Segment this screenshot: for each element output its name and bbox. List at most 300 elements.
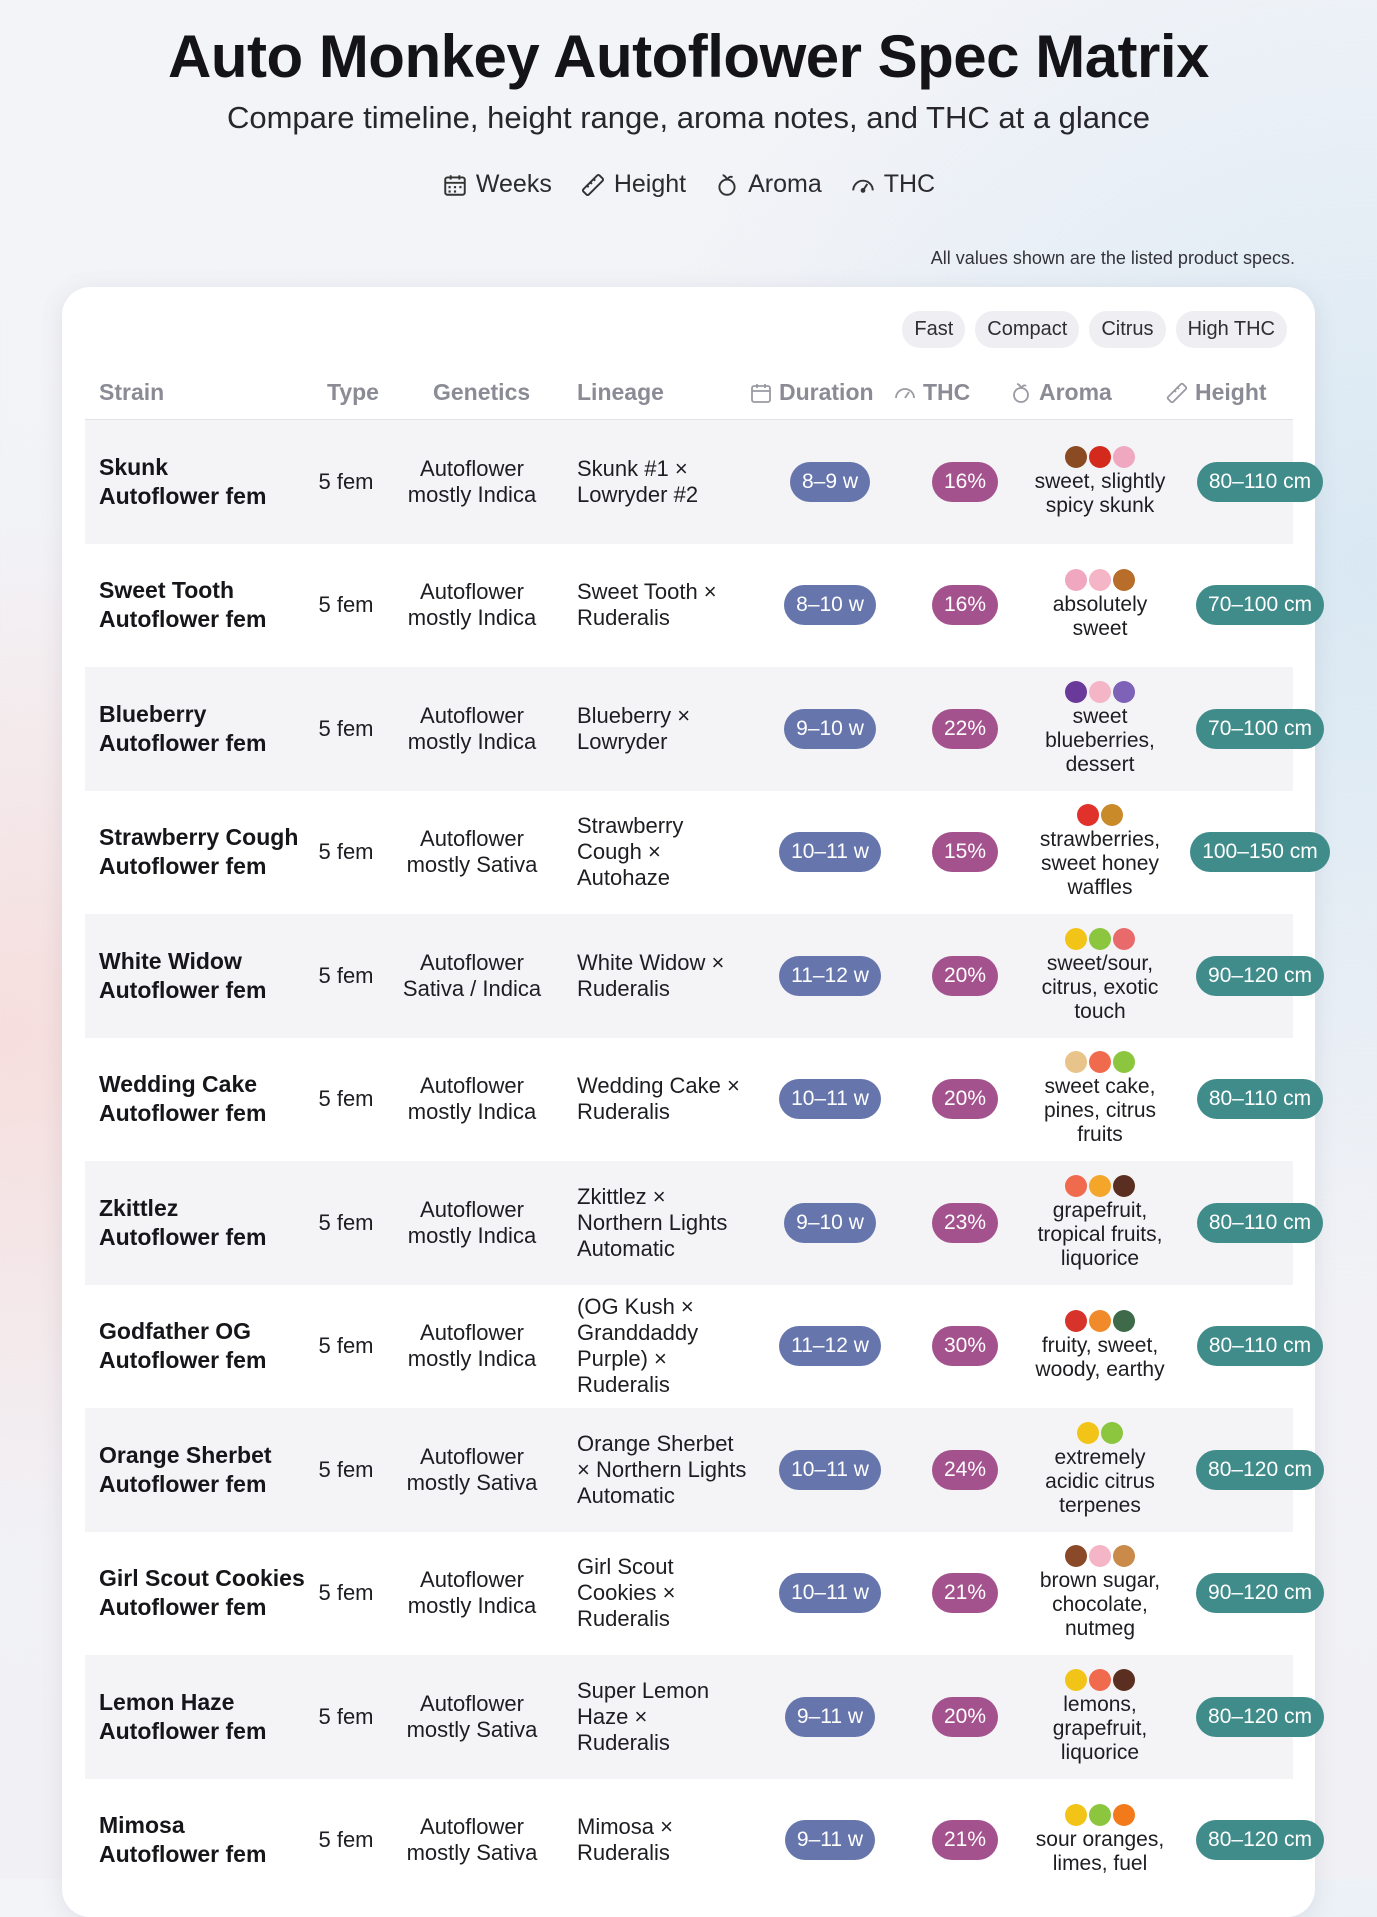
strain-name-line: Sweet Tooth [99, 577, 235, 604]
aroma-line: liquorice [1060, 1740, 1140, 1764]
aroma-cell [1015, 1161, 1185, 1285]
strain-name [99, 667, 309, 791]
table-row [85, 1038, 1312, 1162]
col-label: Aroma [1039, 379, 1112, 405]
lime-icon [1089, 928, 1111, 950]
col-label: Height [1195, 379, 1267, 405]
lineage-line: Ruderalis [577, 1372, 670, 1398]
filter-chips [902, 311, 1287, 348]
melon-icon [1113, 928, 1135, 950]
aroma-cell [1015, 791, 1185, 915]
aroma-line: sweet honey [1041, 852, 1159, 876]
strain-genetics [397, 1285, 547, 1409]
table-row [85, 420, 1312, 544]
col-type[interactable] [327, 379, 379, 406]
aroma-cell [1015, 1532, 1185, 1656]
col-height[interactable] [1165, 379, 1267, 406]
legend-item-aroma [714, 170, 822, 199]
strain-name-line: Girl Scout Cookies [99, 1565, 305, 1592]
genetics-line: Sativa / Indica [402, 975, 542, 1001]
legend-label: Weeks [475, 170, 552, 198]
lineage-line: Automatic [577, 1235, 675, 1261]
strain-name-line: Autoflower fem [99, 853, 267, 880]
strain-lineage [577, 1779, 757, 1903]
aroma-line: sweet cake, [1044, 1075, 1156, 1099]
height-badge: 80–120 cm [1196, 1450, 1324, 1490]
spec-table-card [62, 287, 1318, 1917]
lineage-line: (OG Kush × [577, 1294, 694, 1320]
thc-badge: 20% [932, 956, 998, 996]
strain-name-line: Autoflower fem [99, 1841, 267, 1868]
legend-item-height [580, 170, 686, 199]
strain-lineage [577, 1161, 757, 1285]
aroma-line: liquorice [1060, 1246, 1140, 1270]
height-badge: 90–120 cm [1196, 956, 1324, 996]
col-thc[interactable] [893, 379, 970, 406]
col-strain[interactable] [99, 379, 164, 406]
thc-cell [915, 1779, 1015, 1903]
col-label: Strain [99, 379, 165, 405]
cinnamon-icon [1065, 1545, 1087, 1567]
duration-badge: 10–11 w [779, 1573, 881, 1613]
strain-lineage [577, 791, 757, 915]
aroma-line: lemons, [1063, 1692, 1137, 1716]
height-cell [1185, 791, 1335, 915]
height-cell [1185, 1285, 1335, 1409]
strain-name-line: Autoflower fem [99, 1470, 267, 1497]
duration-cell [755, 544, 905, 668]
lineage-line: Lowryder #2 [577, 481, 699, 507]
strain-lineage [577, 1038, 757, 1162]
genetics-line: mostly Indica [407, 481, 537, 507]
height-cell [1185, 1532, 1335, 1656]
aroma-line: terpenes [1059, 1493, 1141, 1517]
lineage-line: Purple) × [577, 1346, 667, 1372]
duration-cell [755, 1408, 905, 1532]
strain-name-line: Autoflower fem [99, 1223, 267, 1250]
table-row [85, 1532, 1312, 1656]
lineage-line: × Northern Lights [577, 1456, 747, 1482]
table-row [85, 1779, 1312, 1903]
aroma-cell [1015, 1655, 1185, 1779]
aroma-line: sour oranges, [1035, 1828, 1165, 1852]
aroma-line: sweet/sour, [1046, 951, 1154, 975]
duration-cell [755, 1161, 905, 1285]
strain-name [99, 1779, 309, 1903]
aroma-line: tropical fruits, [1037, 1222, 1163, 1246]
strain-type: 5 fem [318, 1827, 374, 1853]
thc-cell [915, 544, 1015, 668]
strain-name-line: Mimosa [99, 1812, 185, 1839]
height-badge: 80–120 cm [1196, 1820, 1324, 1860]
strain-name-line: Autoflower fem [99, 729, 267, 756]
lineage-line: Autohaze [577, 865, 670, 891]
strain-name-line: Autoflower fem [99, 976, 267, 1003]
height-badge: 80–110 cm [1197, 1326, 1323, 1366]
lineage-line: Ruderalis [577, 1099, 670, 1125]
height-badge: 70–100 cm [1196, 709, 1324, 749]
cupcake-icon [1089, 1545, 1111, 1567]
strain-genetics [397, 1161, 547, 1285]
height-cell [1185, 1779, 1335, 1903]
strain-genetics [397, 1532, 547, 1656]
height-cell [1185, 667, 1335, 791]
lineage-line: Sweet Tooth × [577, 579, 717, 605]
legend-item-weeks [442, 170, 552, 199]
genetics-line: Autoflower [420, 1073, 524, 1099]
height-cell [1185, 1408, 1335, 1532]
duration-badge: 9–11 w [785, 1697, 875, 1737]
aroma-line: spicy skunk [1045, 493, 1155, 517]
thc-cell [915, 914, 1015, 1038]
duration-badge: 8–9 w [790, 462, 870, 502]
lineage-line: Zkittlez × [577, 1183, 666, 1209]
apple-icon [1065, 1310, 1087, 1332]
grapefruit-icon [1089, 1051, 1111, 1073]
aroma-line: grapefruit, [1052, 1716, 1148, 1740]
genetics-line: mostly Indica [407, 728, 537, 754]
legend-label: THC [883, 170, 936, 198]
strain-name-line: Autoflower fem [99, 1347, 267, 1374]
genetics-line: Autoflower [420, 702, 524, 728]
lemon-icon [1065, 1669, 1087, 1691]
star-anise-icon [1065, 446, 1087, 468]
honey-icon [1101, 804, 1123, 826]
thc-badge: 30% [932, 1326, 998, 1366]
aroma-cell [1015, 1038, 1185, 1162]
aroma-line: limes, fuel [1052, 1852, 1148, 1876]
genetics-line: Autoflower [420, 455, 524, 481]
aroma-line: brown sugar, [1039, 1569, 1161, 1593]
lineage-line: Super Lemon [577, 1677, 710, 1703]
strain-name-line: Wedding Cake [99, 1071, 258, 1098]
lemon-icon [1065, 928, 1087, 950]
aroma-line: dessert [1065, 752, 1135, 776]
genetics-line: mostly Indica [407, 1222, 537, 1248]
height-cell [1185, 1161, 1335, 1285]
chip-fast[interactable]: Fast [902, 311, 965, 348]
chip-compact[interactable]: Compact [975, 311, 1079, 348]
lineage-line: Granddaddy [577, 1320, 699, 1346]
lineage-line: Ruderalis [577, 1840, 670, 1866]
strain-name-line: Strawberry Cough [99, 824, 299, 851]
strain-name-line: Autoflower fem [99, 606, 267, 633]
orange-fuel-icon [1113, 1804, 1135, 1826]
grapefruit-icon [1089, 1669, 1111, 1691]
table-row [85, 1408, 1312, 1532]
aroma-icons [1065, 1310, 1135, 1332]
chip-high-thc[interactable]: High THC [1176, 311, 1287, 348]
aroma-line: blueberries, [1045, 728, 1155, 752]
thc-cell [915, 1038, 1015, 1162]
genetics-line: Autoflower [420, 1814, 524, 1840]
thc-badge: 20% [932, 1697, 998, 1737]
strain-type: 5 fem [318, 1703, 374, 1729]
duration-cell [755, 1285, 905, 1409]
aroma-icons [1077, 804, 1123, 826]
thc-cell [915, 667, 1015, 791]
strain-type: 5 fem [318, 592, 374, 618]
aroma-line: strawberries, [1039, 828, 1161, 852]
cupcake-icon [1089, 681, 1111, 703]
table-header [85, 359, 1293, 420]
strain-genetics [397, 914, 547, 1038]
thc-badge: 24% [932, 1450, 998, 1490]
strain-lineage [577, 914, 757, 1038]
strain-name-line: Zkittlez [99, 1194, 179, 1221]
thc-cell [915, 1532, 1015, 1656]
height-cell [1185, 1038, 1335, 1162]
gauge-icon [850, 172, 876, 198]
strain-lineage [577, 1285, 757, 1409]
aroma-line: fruits [1077, 1123, 1123, 1147]
table-row [85, 544, 1312, 668]
duration-badge: 9–10 w [784, 709, 876, 749]
height-cell [1185, 1655, 1335, 1779]
thc-badge: 22% [932, 709, 998, 749]
col-duration[interactable] [749, 379, 874, 406]
chip-citrus[interactable]: Citrus [1089, 311, 1165, 348]
lineage-line: Girl Scout [577, 1554, 674, 1580]
legend-label: Height [613, 170, 687, 198]
table-row [85, 1161, 1312, 1285]
thc-badge: 15% [932, 832, 998, 872]
calendar-icon [749, 381, 773, 405]
duration-cell [755, 667, 905, 791]
page-title: Auto Monkey Autoflower Spec Matrix [168, 23, 1209, 90]
strain-genetics [397, 1655, 547, 1779]
strain-lineage [577, 1655, 757, 1779]
calendar-icon [442, 172, 468, 198]
genetics-line: Autoflower [420, 1443, 524, 1469]
strain-name [99, 1532, 309, 1656]
genetics-line: Autoflower [420, 1567, 524, 1593]
thc-cell [915, 1161, 1015, 1285]
gauge-icon [893, 381, 917, 405]
strain-type: 5 fem [318, 1209, 374, 1235]
earth-icon [1113, 1310, 1135, 1332]
fruit-icon [1089, 1310, 1111, 1332]
strain-genetics [397, 1779, 547, 1903]
genetics-line: Autoflower [420, 1690, 524, 1716]
strain-lineage [577, 1408, 757, 1532]
strain-genetics [397, 791, 547, 915]
aroma-line: nutmeg [1064, 1617, 1136, 1641]
duration-badge: 11–12 w [779, 956, 881, 996]
lineage-line: Orange Sherbet [577, 1430, 734, 1456]
strain-type: 5 fem [318, 1086, 374, 1112]
table-row [85, 791, 1318, 915]
aroma-icons [1065, 1669, 1135, 1691]
page-subtitle: Compare timeline, height range, aroma notes, and THC at a glance [226, 100, 1151, 135]
height-cell [1185, 420, 1335, 544]
strain-name-line: Autoflower fem [99, 1594, 267, 1621]
genetics-line: Autoflower [420, 1196, 524, 1222]
genetics-line: Autoflower [420, 826, 524, 852]
genetics-line: mostly Indica [407, 1593, 537, 1619]
strain-name-line: Lemon Haze [99, 1688, 235, 1715]
strain-genetics [397, 420, 547, 544]
strain-type: 5 fem [318, 1456, 374, 1482]
aroma-line: waffles [1067, 876, 1133, 900]
aroma-cell [1015, 420, 1185, 544]
col-label: Type [327, 379, 379, 405]
aroma-icons [1065, 1545, 1135, 1567]
ruler-icon [1165, 381, 1189, 405]
strain-name [99, 1408, 309, 1532]
col-aroma[interactable] [1009, 379, 1112, 406]
duration-badge: 9–11 w [785, 1820, 875, 1860]
candy-icon [1113, 446, 1135, 468]
genetics-line: mostly Sativa [406, 1716, 538, 1742]
genetics-line: mostly Indica [407, 1346, 537, 1372]
lineage-line: Ruderalis [577, 1606, 670, 1632]
table-row [85, 667, 1312, 791]
cupcake-icon [1089, 569, 1111, 591]
strain-name [99, 544, 309, 668]
duration-badge: 10–11 w [779, 832, 881, 872]
aroma-icons [1065, 928, 1135, 950]
aroma-line: sweet [1072, 617, 1128, 641]
aroma-icons [1065, 1175, 1135, 1197]
lineage-line: Blueberry × [577, 702, 691, 728]
lineage-line: White Widow × [577, 949, 725, 975]
duration-badge: 8–10 w [784, 585, 876, 625]
height-badge: 90–120 cm [1196, 1573, 1324, 1613]
aroma-line: citrus, exotic [1041, 975, 1159, 999]
strain-name-line: Orange Sherbet [99, 1441, 272, 1468]
strain-name-line: Autoflower fem [99, 1717, 267, 1744]
legend-label: Aroma [748, 170, 822, 198]
aroma-line: sweet [1072, 704, 1128, 728]
height-badge: 70–100 cm [1196, 585, 1324, 625]
lime-icon [1101, 1422, 1123, 1444]
aroma-icons [1065, 446, 1135, 468]
duration-cell [755, 1779, 905, 1903]
thc-cell [915, 1285, 1015, 1409]
duration-cell [755, 1655, 905, 1779]
aroma-line: absolutely [1052, 593, 1148, 617]
genetics-line: mostly Sativa [406, 1840, 538, 1866]
genetics-line: mostly Sativa [406, 852, 538, 878]
duration-cell [755, 420, 905, 544]
thc-cell [915, 1408, 1015, 1532]
duration-cell [755, 1532, 905, 1656]
lineage-line: Mimosa × [577, 1814, 673, 1840]
strain-name [99, 1038, 309, 1162]
blueberry-cupcake-icon [1113, 681, 1135, 703]
lime-icon [1113, 1051, 1135, 1073]
strain-name [99, 1655, 309, 1779]
table-row [85, 1655, 1312, 1779]
aroma-cell [1015, 1408, 1185, 1532]
aroma-cell [1015, 544, 1185, 668]
thc-badge: 23% [932, 1203, 998, 1243]
strain-genetics [397, 1408, 547, 1532]
height-badge: 80–120 cm [1196, 1697, 1324, 1737]
mango-icon [1089, 1175, 1111, 1197]
aroma-line: extremely [1054, 1445, 1146, 1469]
aroma-cell [1015, 1285, 1185, 1409]
lineage-line: Lowryder [577, 728, 668, 754]
aroma-line: chocolate, [1052, 1593, 1148, 1617]
lemon-icon [1065, 1804, 1087, 1826]
aroma-line: pines, citrus [1043, 1099, 1157, 1123]
aroma-line: grapefruit, [1052, 1198, 1148, 1222]
thc-cell [915, 1655, 1015, 1779]
strain-name [99, 914, 309, 1038]
grapefruit-icon [1065, 1175, 1087, 1197]
lineage-line: Haze × [577, 1703, 648, 1729]
col-label: Duration [779, 379, 874, 405]
col-genetics[interactable] [433, 379, 530, 406]
ruler-icon [580, 172, 606, 198]
aroma-line: acidic citrus [1045, 1469, 1155, 1493]
duration-cell [755, 1038, 905, 1162]
lineage-line: Automatic [577, 1482, 675, 1508]
genetics-line: mostly Sativa [406, 1469, 538, 1495]
strain-name-line: Skunk [99, 453, 169, 480]
table-row [85, 1285, 1312, 1409]
col-lineage[interactable] [577, 379, 664, 406]
strain-type: 5 fem [318, 1333, 374, 1359]
genetics-line: mostly Indica [407, 1099, 537, 1125]
lime-icon [1089, 1804, 1111, 1826]
duration-badge: 10–11 w [779, 1450, 881, 1490]
height-cell [1185, 544, 1335, 668]
genetics-line: mostly Indica [407, 605, 537, 631]
lineage-line: Strawberry [577, 813, 684, 839]
legend [0, 170, 1377, 199]
genetics-line: Autoflower [420, 949, 524, 975]
strain-name [99, 1285, 309, 1409]
aroma-icons [1065, 1804, 1135, 1826]
duration-cell [755, 914, 905, 1038]
col-label: Lineage [577, 379, 664, 405]
thc-badge: 16% [932, 462, 998, 502]
strain-genetics [397, 667, 547, 791]
lineage-line: Ruderalis [577, 605, 670, 631]
strain-name [99, 420, 309, 544]
height-badge: 80–110 cm [1197, 1203, 1323, 1243]
strain-type: 5 fem [318, 715, 374, 741]
height-badge: 80–110 cm [1197, 1079, 1323, 1119]
height-cell [1185, 914, 1335, 1038]
aroma-cell [1015, 667, 1185, 791]
duration-cell [755, 791, 905, 915]
aroma-icons [1065, 569, 1135, 591]
aroma-cell [1015, 1779, 1185, 1903]
height-badge: 100–150 cm [1190, 832, 1330, 872]
grapes-icon [1065, 681, 1087, 703]
liquorice-icon [1113, 1669, 1135, 1691]
strain-type: 5 fem [318, 962, 374, 988]
thc-badge: 21% [932, 1573, 998, 1613]
thc-cell [915, 420, 1015, 544]
strain-name-line: White Widow [99, 947, 242, 974]
aroma-icons [1065, 681, 1135, 703]
table-body [85, 420, 1318, 1902]
strain-lineage [577, 420, 757, 544]
aroma-icons [1077, 1422, 1123, 1444]
strain-lineage [577, 1532, 757, 1656]
lineage-line: Ruderalis [577, 975, 670, 1001]
strain-genetics [397, 544, 547, 668]
chili-icon [1089, 446, 1111, 468]
aroma-line: sweet, slightly [1034, 469, 1166, 493]
aroma-icon [714, 172, 740, 198]
aroma-cell [1015, 914, 1185, 1038]
